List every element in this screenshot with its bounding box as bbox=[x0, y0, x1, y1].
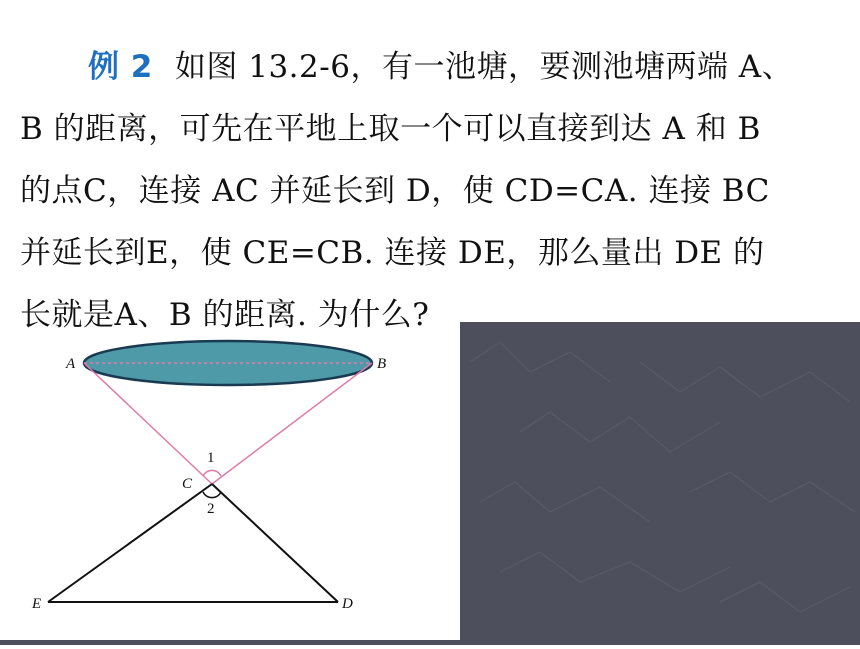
example-label: 例 2 bbox=[88, 49, 153, 85]
point-d-label: D bbox=[342, 596, 353, 612]
point-e-label: E bbox=[32, 596, 42, 612]
angle-2-label: 2 bbox=[207, 501, 215, 517]
decorative-panel bbox=[460, 322, 860, 645]
segment-ce bbox=[48, 484, 212, 602]
point-b-label: B bbox=[377, 356, 387, 372]
bottom-strip bbox=[0, 640, 860, 645]
angle-2-arc bbox=[203, 492, 221, 498]
problem-line-1: 例 2 如图 13.2-6，有一池塘，要测池塘两端 A、 bbox=[88, 49, 794, 85]
point-a-label: A bbox=[66, 356, 76, 372]
problem-line-3: 的点C，连接 AC 并延长到 D，使 CD=CA. 连接 BC bbox=[20, 173, 770, 209]
angle-1-arc bbox=[203, 470, 221, 476]
figure-svg bbox=[0, 322, 460, 645]
geometry-figure bbox=[0, 322, 460, 645]
panel-texture bbox=[460, 322, 860, 645]
problem-line-2: B 的距离，可先在平地上取一个可以直接到达 A 和 B bbox=[20, 111, 761, 147]
segment-cd bbox=[212, 484, 338, 602]
problem-line-5: 长就是A、B 的距离. 为什么? bbox=[20, 297, 430, 333]
problem-text bbox=[20, 36, 850, 346]
point-c-label: C bbox=[182, 476, 193, 492]
angle-1-label: 1 bbox=[207, 450, 215, 466]
problem-line-4: 并延长到E，使 CE=CB. 连接 DE，那么量出 DE 的 bbox=[20, 235, 765, 271]
